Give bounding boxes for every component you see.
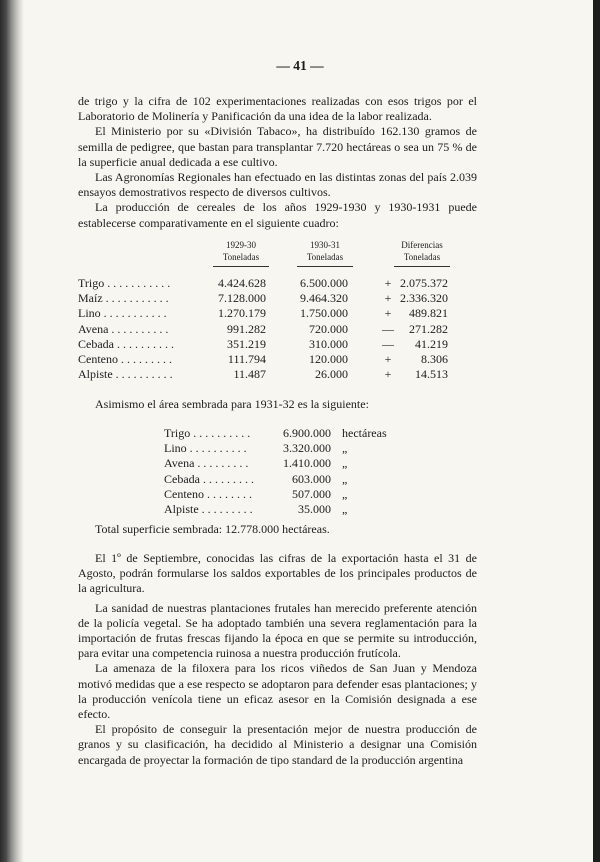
- paragraph: La sanidad de nuestras plantaciones frutales han merecido preferente atención de la policía vegetal. Se ha adoptado también una severa reglamentación para la importación de frutas frescas fijando la época en que se permite su introducción, para evitar una competencia ruinosa a nuestra producción frutícola.: [78, 600, 477, 661]
- crop-name: Alpiste . . . . . . . . . .: [78, 367, 173, 381]
- crop-name: Avena . . . . . . . . . .: [78, 322, 169, 336]
- difference-sign: —: [382, 337, 394, 351]
- value-1929-30: 991.282: [227, 322, 266, 336]
- value-1929-30: 1.270.179: [218, 306, 266, 320]
- difference-value: 41.219: [415, 337, 448, 351]
- crop-name: Maíz . . . . . . . . . . .: [78, 291, 169, 305]
- crop-name: Trigo . . . . . . . . . . .: [78, 276, 171, 290]
- intro-text-block: [78, 94, 477, 231]
- value-1930-31: 120.000: [309, 352, 348, 366]
- value-1930-31: 310.000: [309, 337, 348, 351]
- crop-name: Trigo . . . . . . . . . .: [164, 426, 251, 440]
- difference-sign: +: [384, 276, 392, 290]
- difference-value: 8.306: [421, 352, 448, 366]
- paragraph: El 1º de Septiembre, conocidas las cifras de la exportación hasta el 31 de Agosto, podrán formularse los saldos exportables de los principales productos de la agricultura.: [78, 551, 477, 596]
- paragraph: El Ministerio por su «División Tabaco», ha distribuído 162.130 gramos de semilla de pedigree, que bastan para transplantar 7.720 hectáreas o sea un 75 % de la superficie anual dedicada a ese cultivo.: [78, 124, 477, 169]
- area-unit: „: [342, 456, 348, 470]
- area-unit: hectáreas: [342, 426, 387, 440]
- page-number: — 41 —: [276, 58, 324, 73]
- value-1929-30: 111.794: [227, 352, 266, 366]
- difference-value: 14.513: [415, 367, 448, 381]
- area-value: 3.320.000: [283, 441, 331, 455]
- paragraph: La producción de cereales de los años 1929-1930 y 1930-1931 puede establecerse comparativamente en el siguiente cuadro:: [78, 200, 477, 230]
- closing-text-block: [78, 551, 477, 768]
- difference-sign: +: [384, 291, 392, 305]
- crop-name: Lino . . . . . . . . . . .: [78, 306, 167, 320]
- value-1930-31: 720.000: [309, 322, 348, 336]
- value-1929-30: 11.487: [233, 367, 266, 381]
- column-header-1929-30: 1929-30 Toneladas: [222, 240, 260, 262]
- crop-name: Cebada . . . . . . . . .: [164, 472, 254, 486]
- difference-value: 489.821: [409, 306, 448, 320]
- paragraph: El propósito de conseguir la presentación mejor de nuestra producción de granos y su clasificación, ha decidido al Ministerio a designar una Comisión encargada de proyectar la formación de tipo standard de la producción argentina: [78, 722, 477, 767]
- area-unit: „: [342, 502, 348, 516]
- area-intro: Asimismo el área sembrada para 1931-32 es la siguiente:: [95, 397, 369, 411]
- paragraph: Las Agronomías Regionales han efectuado en las distintas zonas del país 2.039 ensayos demostrativos respecto de diversos cultivos.: [78, 170, 477, 200]
- difference-sign: —: [382, 322, 394, 336]
- area-value: 507.000: [292, 487, 331, 501]
- difference-sign: +: [384, 306, 392, 320]
- value-1929-30: 351.219: [227, 337, 266, 351]
- crop-name: Lino . . . . . . . . . .: [164, 441, 247, 455]
- paragraph: La amenaza de la filoxera para los ricos viñedos de San Juan y Mendoza motivó medidas que a ese respecto se adoptaron para defender esas plantaciones; y la producción venícola tiene un eficaz asesor en la Comisión designada a ese efecto.: [78, 661, 477, 722]
- area-unit: „: [342, 487, 348, 501]
- total-area: Total superficie sembrada: 12.778.000 hectáreas.: [95, 522, 330, 536]
- area-value: 6.900.000: [283, 426, 331, 440]
- area-value: 35.000: [298, 502, 331, 516]
- area-unit: „: [342, 472, 348, 486]
- book-binding-shadow: [0, 0, 24, 862]
- value-1930-31: 9.464.320: [300, 291, 348, 305]
- crop-name: Cebada . . . . . . . . . .: [78, 337, 174, 351]
- value-1930-31: 6.500.000: [300, 276, 348, 290]
- difference-sign: +: [384, 367, 392, 381]
- difference-sign: +: [384, 352, 392, 366]
- difference-value: 2.075.372: [400, 276, 448, 290]
- header-rule: [213, 266, 269, 267]
- crop-name: Centeno . . . . . . . . .: [78, 352, 172, 366]
- difference-value: 2.336.320: [400, 291, 448, 305]
- header-rule: [297, 266, 353, 267]
- value-1930-31: 1.750.000: [300, 306, 348, 320]
- paragraph: de trigo y la cifra de 102 experimentaciones realizadas con esos trigos por el Laboratorio de Molinería y Panificación da una idea de la labor realizada.: [78, 94, 477, 124]
- header-rule: [394, 266, 450, 267]
- difference-value: 271.282: [409, 322, 448, 336]
- crop-name: Alpiste . . . . . . . . .: [164, 502, 253, 516]
- value-1930-31: 26.000: [315, 367, 348, 381]
- crop-name: Avena . . . . . . . . .: [164, 456, 249, 470]
- value-1929-30: 7.128.000: [218, 291, 266, 305]
- column-header-diferencias: Diferencias Toneladas: [401, 240, 443, 262]
- area-value: 1.410.000: [283, 456, 331, 470]
- page-edge-shadow: [593, 0, 600, 862]
- area-value: 603.000: [292, 472, 331, 486]
- area-unit: „: [342, 441, 348, 455]
- column-header-1930-31: 1930-31 Toneladas: [306, 240, 344, 262]
- value-1929-30: 4.424.628: [218, 276, 266, 290]
- crop-name: Centeno . . . . . . . .: [164, 487, 252, 501]
